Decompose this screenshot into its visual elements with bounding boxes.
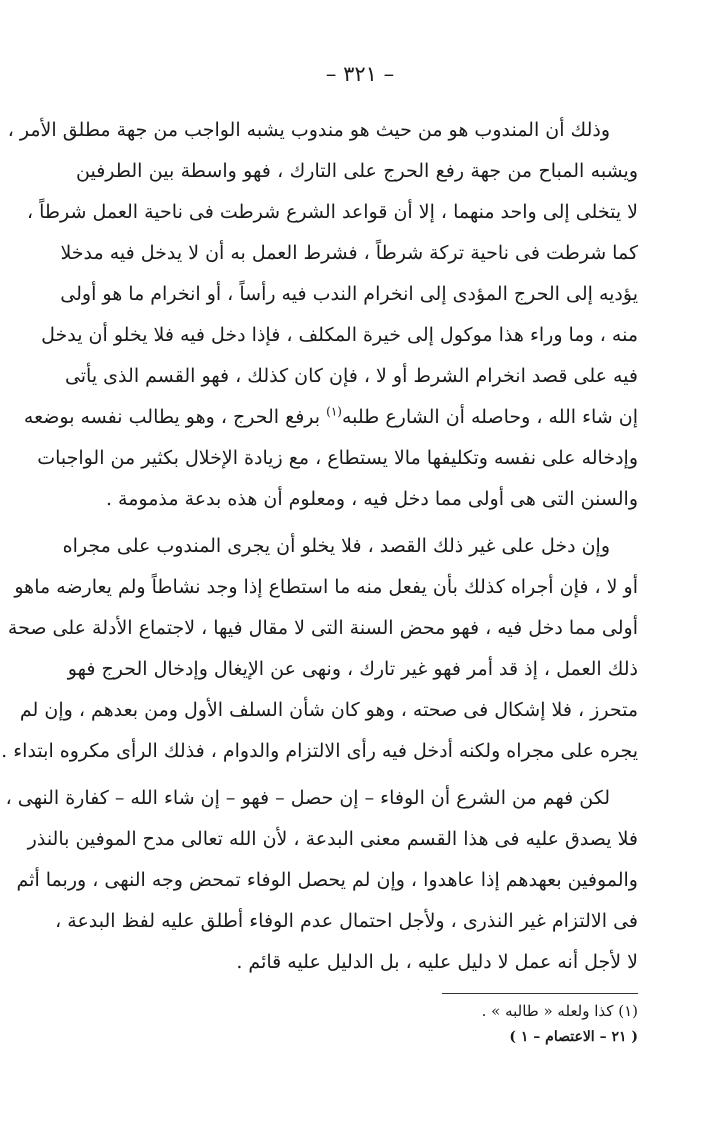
main-text xyxy=(1,110,638,983)
footnote-reference: (١) xyxy=(326,404,342,419)
text-line: لا لأجل أنه عمل لا دليل عليه ، بل الدليل عليه قائم . xyxy=(236,951,638,973)
text-line: فلا يصدق عليه فى هذا القسم معنى البدعة ، لأن الله تعالى مدح الموفين بالنذر xyxy=(27,828,638,850)
text-line: وإدخاله على نفسه وتكليفها مالا يستطاع ، مع زيادة الإخلال بكثير من الواجبات xyxy=(37,447,638,469)
text-line xyxy=(23,397,638,438)
footnote-divider xyxy=(442,993,638,994)
text-line-head: إن شاء الله ، وحاصله أن الشارع طلبه xyxy=(341,406,638,428)
text-line-tail: برفع الحرج ، وهو يطالب نفسه بوضعه xyxy=(23,406,321,428)
text-line: لا يتخلى إلى واحد منهما ، إلا أن قواعد الشرع شرطت فى ناحية العمل شرطاً ، xyxy=(26,201,638,223)
text-line: ذلك العمل ، إذ قد أمر فهو غير تارك ، ونهى عن الإيغال وإدخال الحرج فهو xyxy=(67,658,638,680)
text-line: فى الالتزام غير النذرى ، ولأجل احتمال عدم الوفاء أطلق عليه لفظ البدعة ، xyxy=(55,910,638,932)
text-line: كما شرطت فى ناحية تركة شرطاً ، فشرط العمل به أن لا يدخل فيه مدخلا xyxy=(60,242,638,264)
text-line: والسنن التى هى أولى مما دخل فيه ، ومعلوم أن هذه بدعة مذمومة . xyxy=(105,488,638,510)
text-line: لكن فهم من الشرع أن الوفاء – إن حصل – فهو – إن شاء الله – كفارة النهى ، xyxy=(5,787,610,809)
paragraph-1 xyxy=(7,110,638,520)
page-number: – ٣٢١ – xyxy=(325,62,395,86)
text-line: متحرز ، فلا إشكال فى صحته ، وهو كان شأن السلف الأول ومن بعدهم ، وإن لم xyxy=(19,699,638,721)
paragraph-3 xyxy=(5,778,638,983)
text-line: أولى مما دخل فيه ، فهو محض السنة التى لا مقال فيها ، لاجتماع الأدلة على صحة xyxy=(7,617,638,639)
text-line: يؤديه إلى الحرج المؤدى إلى انخرام الندب فيه رأساً ، أو انخرام ما هو أولى xyxy=(60,283,638,305)
footnote: (١) كذا ولعله « طالبه » . xyxy=(481,1002,638,1020)
text-line: منه ، وما وراء هذا موكول إلى خيرة المكلف ، فإذا دخل فيه فلا يخلو أن يدخل xyxy=(41,324,638,346)
text-line: أو لا ، فإن أجراه كذلك بأن يفعل منه ما استطاع إذا وجد نشاطاً ولم يعارضه ماهو xyxy=(14,576,638,598)
signature-mark: ( ٢١ – الاعتصام – ١ ) xyxy=(509,1029,638,1045)
text-line: ويشبه المباح من جهة رفع الحرج على التارك ، فهو واسطة بين الطرفين xyxy=(76,160,638,182)
paragraph-2 xyxy=(1,526,638,772)
text-line: وإن دخل على غير ذلك القصد ، فلا يخلو أن يجرى المندوب على مجراه xyxy=(62,535,610,557)
text-line: يجره على مجراه ولكنه أدخل فيه رأى الالتزام والدوام ، فذلك الرأى مكروه ابتداء . xyxy=(1,740,638,762)
text-line: والموفين بعهدهم إذا عاهدوا ، وإن لم يحصل الوفاء تمحض وجه النهى ، وربما أثم xyxy=(16,869,638,891)
text-line: فيه على قصد انخرام الشرط أو لا ، فإن كان كذلك ، فهو القسم الذى يأتى xyxy=(64,365,638,387)
text-line: وذلك أن المندوب هو من حيث هو مندوب يشبه الواجب من جهة مطلق الأمر ، xyxy=(7,119,610,141)
